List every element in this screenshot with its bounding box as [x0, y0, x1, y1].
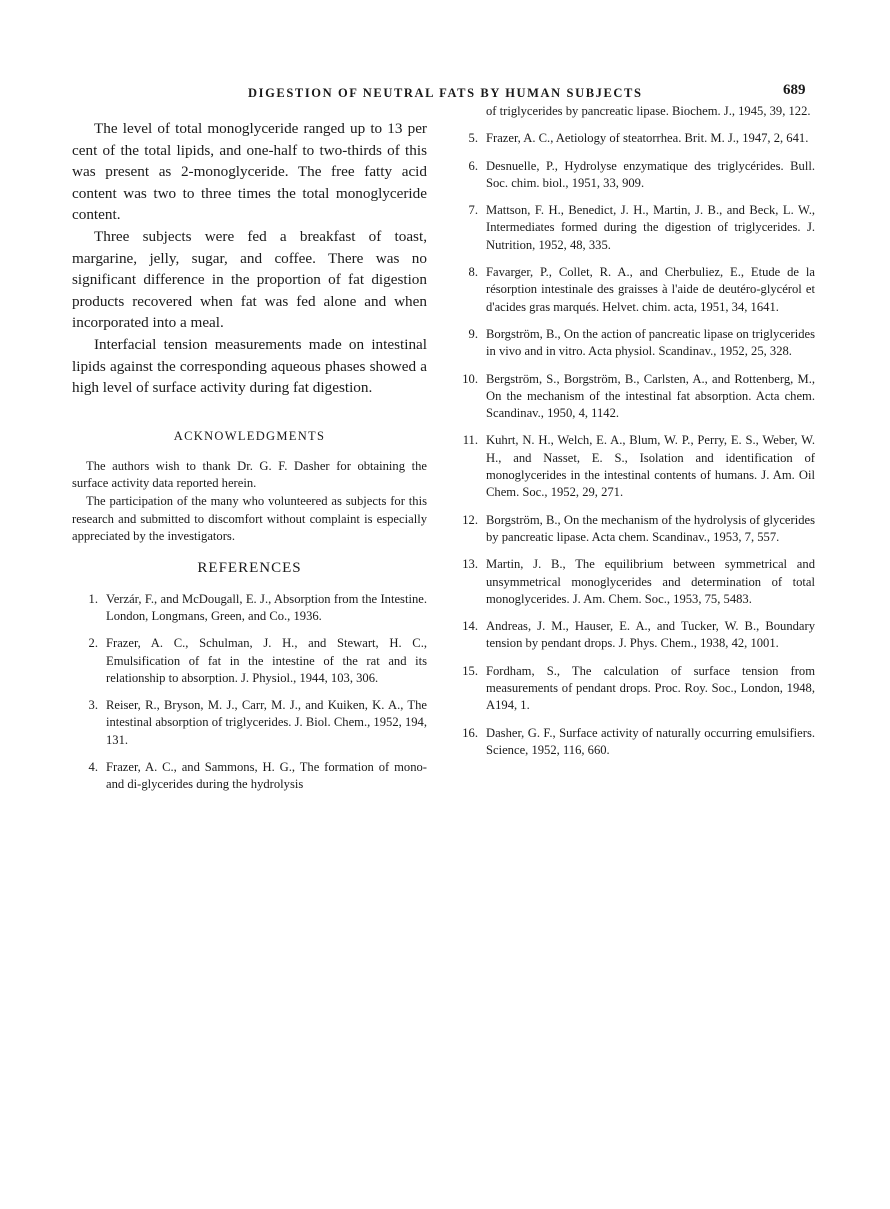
reference-number: 12.: [462, 512, 478, 527]
reference-number: 7.: [468, 203, 478, 218]
reference-number: 15.: [462, 663, 478, 678]
reference-item: [452, 618, 815, 653]
reference-item: [72, 697, 427, 749]
reference-item: [452, 432, 815, 501]
reference-number: 14.: [462, 619, 478, 634]
reference-text: Frazer, A. C., Aetiology of steatorrhea. Brit. M. J., 1947, 2, 641.: [486, 131, 809, 146]
references-heading: REFERENCES: [197, 559, 302, 576]
reference-number: 11.: [462, 433, 478, 448]
reference-item: [452, 663, 815, 715]
reference-number: 6.: [468, 158, 478, 173]
reference-text: Andreas, J. M., Hauser, E. A., and Tucker, W. B., Boundary tension by pendant drops. J. Phys. Chem., 1938, 42, 1001.: [486, 619, 815, 651]
reference-text: Kuhrt, N. H., Welch, E. A., Blum, W. P., Perry, E. S., Weber, W. H., and Nasset, E. S., Isolation and identification of monoglycerides in the intestinal contents of humans. J. Am. Oil Chem. Soc., 1952, 29, 271.: [486, 433, 815, 500]
right-column: [452, 104, 815, 769]
body-paragraph: The level of total monoglyceride ranged up to 13 per cent of the total lipids, and one-half to two-thirds of this was present as 2-monoglyceride. The free fatty acid content was two to three times the total monoglyceride content.: [72, 120, 427, 224]
reference-text: Frazer, A. C., Schulman, J. H., and Stewart, H. C., Emulsification of fat in the intestine of the rat and its relationship to absorption. J. Physiol., 1944, 103, 306.: [106, 636, 427, 685]
running-head: DIGESTION OF NEUTRAL FATS BY HUMAN SUBJECTS: [248, 86, 643, 100]
acknowledgment-paragraph: The authors wish to thank Dr. G. F. Dasher for obtaining the surface activity data reported herein.: [72, 458, 427, 491]
reference-number: 2.: [88, 636, 98, 651]
reference-number: 10.: [462, 371, 478, 386]
reference-text: Desnuelle, P., Hydrolyse enzymatique des triglycérides. Bull. Soc. chim. biol., 1951, 33, 909.: [486, 158, 815, 190]
reference-number: 13.: [462, 557, 478, 572]
left-column: [72, 104, 427, 804]
references-list-right: [452, 103, 815, 759]
page-number: 689: [783, 82, 806, 98]
reference-item: [452, 158, 815, 193]
reference-item: [452, 512, 815, 547]
reference-number: 5.: [468, 131, 478, 146]
reference-text: Verzár, F., and McDougall, E. J., Absorption from the Intestine. London, Longmans, Green, and Co., 1936.: [106, 591, 427, 623]
reference-text: Borgström, B., On the action of pancreatic lipase on triglycerides in vivo and in vitro. Acta physiol. Scandinav., 1952, 25, 328.: [486, 326, 815, 359]
reference-continuation: [452, 103, 815, 120]
reference-text: Bergström, S., Borgström, B., Carlsten, A., and Rottenberg, M., On the mechanism of the intestinal fat absorption. Acta chem. Scandinav., 1950, 4, 1142.: [486, 371, 815, 421]
reference-item: [452, 725, 815, 760]
reference-item: [72, 591, 427, 626]
reference-text: of triglycerides by pancreatic lipase. Biochem. J., 1945, 39, 122.: [486, 104, 811, 118]
body-paragraph: Interfacial tension measurements made on intestinal lipids against the corresponding aqueous phases showed a high level of surface activity during fat digestion.: [72, 335, 427, 397]
acknowledgments-heading: ACKNOWLEDGMENTS: [173, 428, 326, 443]
reference-item: [452, 130, 815, 147]
body-paragraph: Three subjects were fed a breakfast of toast, margarine, jelly, sugar, and coffee. There was no significant difference in the proportion of fat digestion products recovered when fat was fed alone and when incorporated into a meal.: [72, 227, 427, 332]
reference-item: [452, 202, 815, 254]
reference-number: 9.: [468, 326, 478, 341]
reference-number: 3.: [88, 698, 98, 713]
reference-text: Favarger, P., Collet, R. A., and Cherbuliez, E., Etude de la résorption intestinale des graisses à l'aide de deutéro-glycérol et d'acides gras marqués. Helvet. chim. acta, 1951, 34, 1641.: [486, 265, 815, 314]
reference-text: Borgström, B., On the mechanism of the hydrolysis of glycerides by pancreatic lipase. Acta chem. Scandinav., 1953, 7, 557.: [486, 512, 815, 544]
reference-text: Fordham, S., The calculation of surface tension from measurements of pendant drops. Proc. Roy. Soc., London, 1948, A194, 1.: [486, 663, 815, 713]
reference-item: [452, 371, 815, 423]
reference-text: Martin, J. B., The equilibrium between symmetrical and unsymmetrical monoglycerides and determination of total monoglycerides. J. Am. Chem. Soc., 1953, 75, 5483.: [486, 557, 815, 606]
reference-number: 8.: [468, 265, 478, 280]
reference-number: 16.: [462, 725, 478, 740]
reference-item: [72, 635, 427, 687]
reference-number: 4.: [88, 760, 98, 775]
reference-number: 1.: [88, 591, 98, 606]
reference-item: [72, 759, 427, 794]
reference-text: Reiser, R., Bryson, M. J., Carr, M. J., and Kuiken, K. A., The intestinal absorption of triglycerides. J. Biol. Chem., 1952, 194, 131.: [106, 698, 427, 747]
reference-item: [452, 264, 815, 316]
reference-item: [452, 326, 815, 361]
reference-text: Dasher, G. F., Surface activity of naturally occurring emulsifiers. Science, 1952, 116, 660.: [486, 725, 815, 757]
references-list-left: [72, 591, 427, 794]
acknowledgment-paragraph: The participation of the many who volunteered as subjects for this research and submitted to discomfort without complaint is especially appreciated by the investigators.: [72, 493, 427, 544]
reference-item: [452, 556, 815, 608]
reference-text: Frazer, A. C., and Sammons, H. G., The formation of mono- and di-glycerides during the hydrolysis: [106, 760, 427, 792]
reference-text: Mattson, F. H., Benedict, J. H., Martin, J. B., and Beck, L. W., Intermediates formed during the digestion of triglycerides. J. Nutrition, 1952, 48, 335.: [486, 203, 815, 252]
